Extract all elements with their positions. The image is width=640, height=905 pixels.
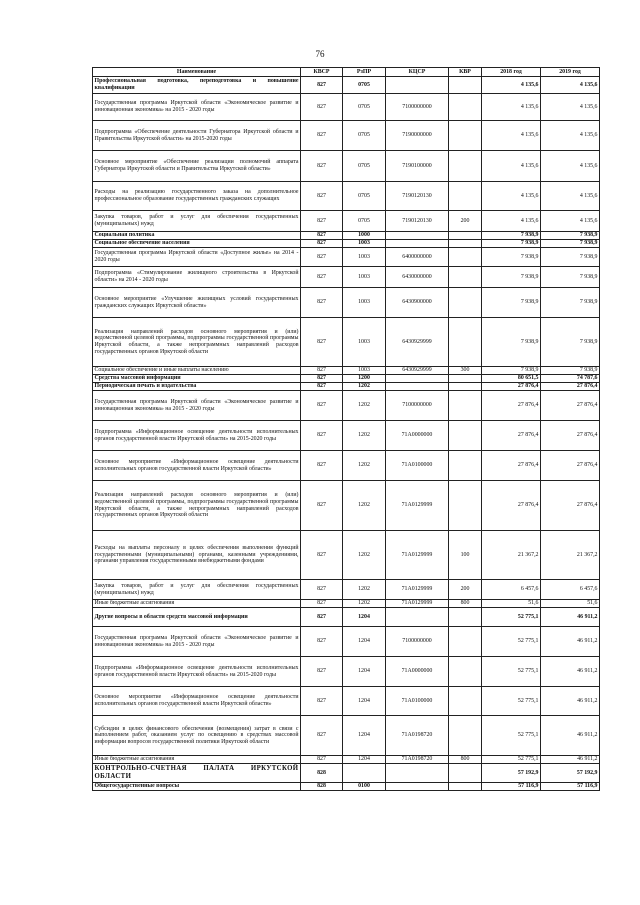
cell-kvsr: 827	[301, 94, 343, 121]
cell-kvsr: 827	[301, 232, 343, 240]
budget-table	[92, 67, 600, 791]
cell-rzpr: 1204	[343, 627, 386, 657]
cell-2019: 46 911,2	[541, 627, 600, 657]
table-row	[93, 367, 600, 375]
cell-kvsr: 827	[301, 318, 343, 367]
cell-2018: 4 135,6	[482, 121, 541, 151]
cell-rzpr: 1003	[343, 367, 386, 375]
cell-rzpr: 1204	[343, 657, 386, 687]
cell-rzpr: 0705	[343, 121, 386, 151]
cell-kcsr	[386, 608, 449, 627]
cell-kcsr: 71А0000000	[386, 421, 449, 451]
cell-rzpr: 0705	[343, 77, 386, 94]
cell-2019: 27 876,4	[541, 421, 600, 451]
cell-name: Социальное обеспечение населения	[93, 240, 301, 248]
cell-kcsr: 6430929999	[386, 318, 449, 367]
cell-kcsr: 7190120130	[386, 182, 449, 211]
cell-2019: 7 938,9	[541, 248, 600, 267]
cell-kvsr: 827	[301, 367, 343, 375]
table-row	[93, 288, 600, 318]
cell-name: Расходы на выплаты персоналу в целях обеспечения выполнения функций государственными (муниципальными) органами, казенными учреждениями, органами управления государственными внебюджетными фондами	[93, 531, 301, 580]
cell-kcsr: 7100000000	[386, 94, 449, 121]
cell-kvsr: 827	[301, 151, 343, 182]
cell-rzpr: 1003	[343, 288, 386, 318]
cell-2018: 51,6	[482, 600, 541, 608]
cell-kvr: 200	[449, 580, 482, 600]
cell-kcsr: 6400000000	[386, 248, 449, 267]
cell-rzpr: 1204	[343, 716, 386, 756]
cell-kcsr	[386, 232, 449, 240]
cell-name: Подпрограмма «Информационное освещение деятельности исполнительных органов государственной власти Иркутской области» на 2015-2020 годы	[93, 421, 301, 451]
cell-kvsr: 827	[301, 756, 343, 764]
cell-kvr: 800	[449, 600, 482, 608]
cell-rzpr: 1202	[343, 600, 386, 608]
cell-name: Другие вопросы в области средств массовой информации	[93, 608, 301, 627]
cell-kvsr: 827	[301, 240, 343, 248]
cell-2019: 57 192,9	[541, 764, 600, 783]
cell-name: Реализация направлений расходов основного мероприятия и (или) ведомственной целевой программы, подпрограммы государственной программы Иркутской области, а также непрограммных направлений расходов государственных органов Иркутской области	[93, 318, 301, 367]
table-row	[93, 627, 600, 657]
cell-2018: 27 876,4	[482, 391, 541, 421]
cell-kvr	[449, 248, 482, 267]
cell-kvr	[449, 182, 482, 211]
cell-kcsr: 71А0100000	[386, 687, 449, 716]
cell-2018: 52 775,1	[482, 756, 541, 764]
table-row	[93, 657, 600, 687]
cell-2019: 21 367,2	[541, 531, 600, 580]
cell-kvsr: 828	[301, 764, 343, 783]
cell-rzpr: 1000	[343, 232, 386, 240]
header-kcsr: КЦСР	[386, 68, 449, 77]
cell-2019: 4 135,6	[541, 151, 600, 182]
cell-kcsr: 6430929999	[386, 367, 449, 375]
cell-2018: 7 938,9	[482, 232, 541, 240]
cell-2018: 7 938,9	[482, 367, 541, 375]
cell-kvsr: 827	[301, 391, 343, 421]
cell-2018: 4 135,6	[482, 77, 541, 94]
cell-2018: 7 938,9	[482, 267, 541, 288]
cell-2018: 27 876,4	[482, 421, 541, 451]
cell-name: Основное мероприятие «Информационное освещение деятельности исполнительных органов государственной власти Иркутской области»	[93, 687, 301, 716]
cell-2019: 7 938,9	[541, 267, 600, 288]
cell-2018: 7 938,9	[482, 318, 541, 367]
cell-2019: 46 911,2	[541, 687, 600, 716]
cell-kcsr	[386, 783, 449, 791]
cell-2019: 27 876,4	[541, 391, 600, 421]
table-row	[93, 211, 600, 232]
cell-kvsr: 827	[301, 531, 343, 580]
cell-kvr: 800	[449, 756, 482, 764]
table-row	[93, 182, 600, 211]
table-row	[93, 481, 600, 531]
cell-kvsr: 827	[301, 580, 343, 600]
cell-name: Основное мероприятие «Информационное освещение деятельности исполнительных органов государственной власти Иркутской области»	[93, 451, 301, 481]
cell-rzpr: 1202	[343, 580, 386, 600]
cell-kvr	[449, 77, 482, 94]
cell-kcsr: 71А0129999	[386, 600, 449, 608]
cell-kvr	[449, 783, 482, 791]
cell-2018: 52 775,1	[482, 687, 541, 716]
cell-name: Общегосударственные вопросы	[93, 783, 301, 791]
cell-kcsr: 7100000000	[386, 391, 449, 421]
cell-kvr	[449, 232, 482, 240]
cell-kcsr: 6430900000	[386, 288, 449, 318]
table-row	[93, 375, 600, 383]
cell-kcsr: 6430000000	[386, 267, 449, 288]
table-row	[93, 608, 600, 627]
cell-kvr	[449, 318, 482, 367]
table-row	[93, 77, 600, 94]
cell-rzpr: 1202	[343, 481, 386, 531]
cell-rzpr: 1200	[343, 375, 386, 383]
header-kvr: КВР	[449, 68, 482, 77]
cell-2018: 80 651,5	[482, 375, 541, 383]
cell-kvsr: 827	[301, 248, 343, 267]
cell-kvr	[449, 288, 482, 318]
cell-rzpr: 1003	[343, 248, 386, 267]
cell-2018: 27 876,4	[482, 451, 541, 481]
cell-kcsr	[386, 383, 449, 391]
cell-rzpr: 0705	[343, 211, 386, 232]
table-row	[93, 716, 600, 756]
cell-2018: 6 457,6	[482, 580, 541, 600]
cell-2019: 4 135,6	[541, 77, 600, 94]
cell-2018: 7 938,9	[482, 288, 541, 318]
cell-kvsr: 827	[301, 687, 343, 716]
header-2018: 2018 год	[482, 68, 541, 77]
cell-name: Закупка товаров, работ и услуг для обеспечения государственных (муниципальных) нужд	[93, 580, 301, 600]
cell-2018: 21 367,2	[482, 531, 541, 580]
cell-rzpr: 0100	[343, 783, 386, 791]
cell-kvr	[449, 451, 482, 481]
cell-kcsr: 71А0198720	[386, 756, 449, 764]
cell-2019: 4 135,6	[541, 121, 600, 151]
cell-kvr	[449, 608, 482, 627]
cell-name: Иные бюджетные ассигнования	[93, 756, 301, 764]
cell-rzpr: 1204	[343, 687, 386, 716]
cell-name: Основное мероприятие «Улучшение жилищных условий государственных гражданских служащих Иркутской области»	[93, 288, 301, 318]
cell-kvr	[449, 716, 482, 756]
cell-kcsr: 7100000000	[386, 627, 449, 657]
cell-kvsr: 827	[301, 608, 343, 627]
cell-2019: 4 135,6	[541, 182, 600, 211]
table-row	[93, 391, 600, 421]
cell-2019: 51,6	[541, 600, 600, 608]
table-row	[93, 232, 600, 240]
cell-rzpr: 0705	[343, 151, 386, 182]
cell-kcsr: 7190100000	[386, 151, 449, 182]
cell-kvr	[449, 391, 482, 421]
cell-kvsr: 827	[301, 77, 343, 94]
cell-name: Профессиональная подготовка, переподготовка и повышение квалификации	[93, 77, 301, 94]
table-row	[93, 121, 600, 151]
cell-2019: 46 911,2	[541, 657, 600, 687]
cell-kcsr	[386, 764, 449, 783]
cell-kvsr: 827	[301, 288, 343, 318]
cell-rzpr: 0705	[343, 94, 386, 121]
cell-name: Периодическая печать и издательства	[93, 383, 301, 391]
cell-name: Социальное обеспечение и иные выплаты населению	[93, 367, 301, 375]
cell-2018: 4 135,6	[482, 211, 541, 232]
cell-kcsr	[386, 240, 449, 248]
cell-name: Подпрограмма «Информационное освещение деятельности исполнительных органов государственной власти Иркутской области» на 2015-2020 годы	[93, 657, 301, 687]
cell-2019: 7 938,9	[541, 232, 600, 240]
cell-kvsr: 827	[301, 627, 343, 657]
cell-kvr	[449, 151, 482, 182]
cell-kcsr	[386, 77, 449, 94]
cell-kvsr: 827	[301, 600, 343, 608]
cell-2019: 7 938,9	[541, 288, 600, 318]
table-row	[93, 451, 600, 481]
cell-name: Государственная программа Иркутской области «Экономическое развитие и инновационная экономика» на 2015 - 2020 годы	[93, 391, 301, 421]
table-row	[93, 600, 600, 608]
cell-name: Реализация направлений расходов основного мероприятия и (или) ведомственной целевой программы, подпрограммы государственной программы Иркутской области, а также непрограммных направлений расходов государственных органов Иркутской области	[93, 481, 301, 531]
cell-2018: 7 938,9	[482, 248, 541, 267]
cell-kvsr: 827	[301, 182, 343, 211]
cell-kvsr: 827	[301, 451, 343, 481]
cell-rzpr: 1003	[343, 318, 386, 367]
table-row	[93, 783, 600, 791]
table-body	[93, 77, 600, 791]
cell-2019: 27 876,4	[541, 481, 600, 531]
cell-rzpr: 1202	[343, 383, 386, 391]
cell-name: Государственная программа Иркутской области «Экономическое развитие и инновационная экономика» на 2015 - 2020 годы	[93, 627, 301, 657]
cell-kvr	[449, 421, 482, 451]
header-rzpr: РзПР	[343, 68, 386, 77]
cell-2019: 7 938,9	[541, 240, 600, 248]
cell-rzpr: 1003	[343, 267, 386, 288]
cell-kcsr: 71А0198720	[386, 716, 449, 756]
page-number: 76	[315, 49, 325, 59]
cell-2018: 4 135,6	[482, 182, 541, 211]
cell-rzpr: 1202	[343, 451, 386, 481]
table-row	[93, 531, 600, 580]
cell-2019: 57 116,9	[541, 783, 600, 791]
cell-2018: 4 135,6	[482, 94, 541, 121]
table-row	[93, 94, 600, 121]
cell-2018: 52 775,1	[482, 608, 541, 627]
cell-2018: 27 876,4	[482, 383, 541, 391]
table-header-row	[93, 68, 600, 77]
cell-2019: 74 787,6	[541, 375, 600, 383]
table-row	[93, 687, 600, 716]
cell-2019: 46 911,2	[541, 756, 600, 764]
cell-name: Подпрограмма «Стимулирование жилищного строительства в Иркутской области» на 2014 - 2020 годы	[93, 267, 301, 288]
table-row	[93, 318, 600, 367]
cell-kvr	[449, 481, 482, 531]
cell-kvsr: 827	[301, 383, 343, 391]
cell-kvr	[449, 383, 482, 391]
cell-name: Закупка товаров, работ и услуг для обеспечения государственных (муниципальных) нужд	[93, 211, 301, 232]
cell-kvr	[449, 94, 482, 121]
cell-kcsr: 71А0129999	[386, 531, 449, 580]
cell-rzpr: 1202	[343, 391, 386, 421]
cell-name: Субсидии в целях финансового обеспечения (возмещения) затрат в связи с выполнением работ, оказанием услуг по освещению в средствах массовой информации вопросов государственной политики Иркутской области	[93, 716, 301, 756]
cell-name: Социальная политика	[93, 232, 301, 240]
cell-kvsr: 827	[301, 267, 343, 288]
cell-2019: 46 911,2	[541, 716, 600, 756]
cell-2018: 52 775,1	[482, 716, 541, 756]
cell-kvsr: 827	[301, 211, 343, 232]
cell-kvsr: 828	[301, 783, 343, 791]
cell-kvr	[449, 240, 482, 248]
cell-2018: 57 192,9	[482, 764, 541, 783]
cell-name: Подпрограмма «Обеспечение деятельности Губернатора Иркутской области и Правительства Иркутской области» на 2015-2020 годы	[93, 121, 301, 151]
cell-name: Средства массовой информации	[93, 375, 301, 383]
table-row	[93, 421, 600, 451]
cell-2018: 52 775,1	[482, 657, 541, 687]
cell-kvr	[449, 627, 482, 657]
table-row	[93, 580, 600, 600]
cell-name: Иные бюджетные ассигнования	[93, 600, 301, 608]
cell-2018: 7 938,9	[482, 240, 541, 248]
cell-2018: 4 135,6	[482, 151, 541, 182]
cell-kcsr	[386, 375, 449, 383]
cell-kvsr: 827	[301, 716, 343, 756]
cell-rzpr: 0705	[343, 182, 386, 211]
cell-kvr	[449, 687, 482, 716]
table-row	[93, 267, 600, 288]
cell-name: Государственная программа Иркутской области «Экономическое развитие и инновационная экономика» на 2015 - 2020 годы	[93, 94, 301, 121]
header-2019: 2019 год	[541, 68, 600, 77]
cell-kvr	[449, 375, 482, 383]
cell-name: Государственная программа Иркутской области «Доступное жилье» на 2014 - 2020 годы	[93, 248, 301, 267]
cell-kvr	[449, 657, 482, 687]
cell-kvr: 100	[449, 531, 482, 580]
cell-2019: 4 135,6	[541, 211, 600, 232]
table-row	[93, 756, 600, 764]
cell-kvsr: 827	[301, 121, 343, 151]
cell-2019: 6 457,6	[541, 580, 600, 600]
cell-2019: 27 876,4	[541, 383, 600, 391]
cell-kvr	[449, 267, 482, 288]
cell-2018: 52 775,1	[482, 627, 541, 657]
cell-kvr	[449, 764, 482, 783]
cell-kcsr: 71А0000000	[386, 657, 449, 687]
cell-2019: 7 938,9	[541, 367, 600, 375]
cell-kcsr: 71А0129999	[386, 580, 449, 600]
cell-name: КОНТРОЛЬНО-СЧЕТНАЯ ПАЛАТА ИРКУТСКОЙ ОБЛАСТИ	[93, 764, 301, 783]
cell-2018: 27 876,4	[482, 481, 541, 531]
cell-rzpr: 1202	[343, 421, 386, 451]
cell-name: Основное мероприятие «Обеспечение реализации полномочий аппарата Губернатора Иркутской области и Правительства Иркутской области»	[93, 151, 301, 182]
cell-kcsr: 71А0100000	[386, 451, 449, 481]
header-name: Наименование	[93, 68, 301, 77]
cell-2019: 7 938,9	[541, 318, 600, 367]
cell-rzpr: 1202	[343, 531, 386, 580]
cell-kvsr: 827	[301, 481, 343, 531]
cell-name: Расходы на реализацию государственного заказа на дополнительное профессиональное образование государственных гражданских служащих	[93, 182, 301, 211]
cell-kvsr: 827	[301, 421, 343, 451]
cell-kvr	[449, 121, 482, 151]
cell-rzpr	[343, 764, 386, 783]
cell-kcsr: 7190000000	[386, 121, 449, 151]
table-row	[93, 383, 600, 391]
cell-kvsr: 827	[301, 375, 343, 383]
cell-kvr: 300	[449, 367, 482, 375]
cell-kvsr: 827	[301, 657, 343, 687]
cell-2019: 4 135,6	[541, 94, 600, 121]
cell-kcsr: 71А0129999	[386, 481, 449, 531]
table-row	[93, 151, 600, 182]
table-row	[93, 248, 600, 267]
cell-2018: 57 116,9	[482, 783, 541, 791]
cell-rzpr: 1204	[343, 608, 386, 627]
cell-kvr: 200	[449, 211, 482, 232]
cell-2019: 46 911,2	[541, 608, 600, 627]
cell-2019: 27 876,4	[541, 451, 600, 481]
cell-rzpr: 1003	[343, 240, 386, 248]
table-row	[93, 240, 600, 248]
table-row	[93, 764, 600, 783]
header-kvsr: КВСР	[301, 68, 343, 77]
cell-kcsr: 7190120130	[386, 211, 449, 232]
cell-rzpr: 1204	[343, 756, 386, 764]
